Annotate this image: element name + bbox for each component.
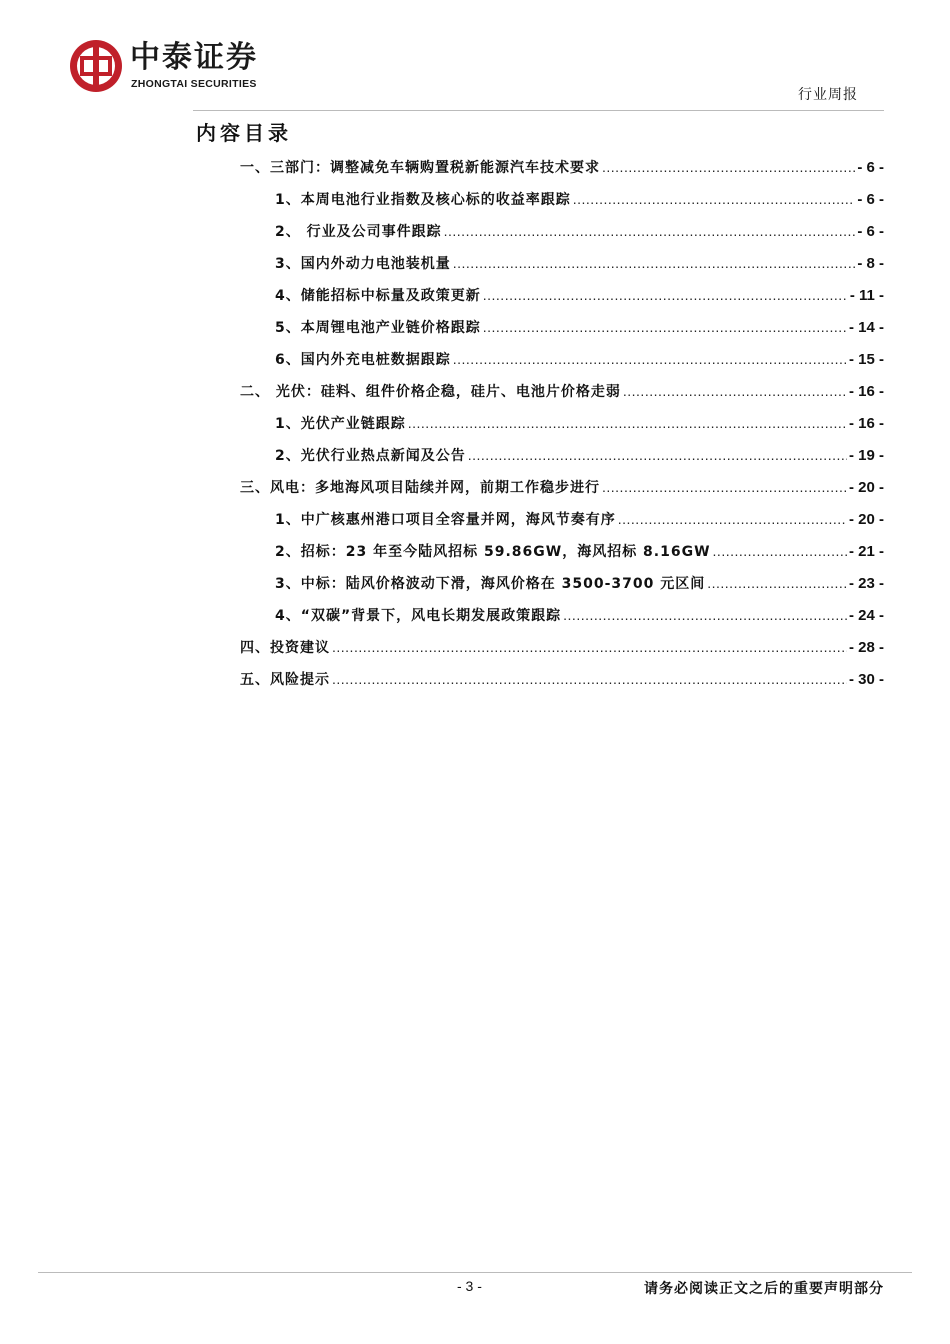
toc-leader-dots xyxy=(332,671,847,687)
toc-entry-page: - 23 - xyxy=(848,575,884,592)
toc-entry-page: - 30 - xyxy=(848,671,884,688)
toc-title: 内容目录 xyxy=(196,121,292,145)
toc-leader-dots xyxy=(453,351,847,367)
toc-leader-dots xyxy=(618,511,847,527)
header-divider xyxy=(193,110,884,111)
toc-entry[interactable] xyxy=(275,541,884,563)
toc-entry-label: 1、本周电池行业指数及核心标的收益率跟踪 xyxy=(275,192,571,208)
logo-chinese-name: 中泰证券 xyxy=(130,40,258,75)
toc-leader-dots xyxy=(563,607,847,623)
toc-leader-dots xyxy=(332,639,847,655)
toc-entry-label: 1、光伏产业链跟踪 xyxy=(275,416,406,432)
toc-entry-label: 三、风电：多地海风项目陆续并网，前期工作稳步进行 xyxy=(240,480,600,496)
toc-entry-page: - 14 - xyxy=(848,319,884,336)
toc-entry-page: - 16 - xyxy=(848,415,884,432)
toc-entry-label: 2、招标：23 年至今陆风招标 59.86GW，海风招标 8.16GW xyxy=(275,544,711,560)
toc-entry-label: 4、“双碳”背景下，风电长期发展政策跟踪 xyxy=(275,608,562,624)
toc-entry-label: 2、光伏行业热点新闻及公告 xyxy=(275,448,466,464)
toc-entry-label: 5、本周锂电池产业链价格跟踪 xyxy=(275,320,481,336)
toc-leader-dots xyxy=(444,223,856,239)
toc-entry-page: - 11 - xyxy=(849,287,884,304)
toc-entry-page: - 6 - xyxy=(857,159,884,176)
company-logo xyxy=(68,38,298,98)
toc-entry[interactable] xyxy=(240,381,884,403)
toc-entry[interactable] xyxy=(275,285,884,307)
toc-leader-dots xyxy=(573,191,856,207)
toc-entry[interactable] xyxy=(275,509,884,531)
toc-entry[interactable] xyxy=(275,413,884,435)
toc-entry-label: 五、风险提示 xyxy=(240,672,330,688)
disclaimer-note: 请务必阅读正文之后的重要声明部分 xyxy=(644,1281,884,1297)
toc-leader-dots xyxy=(623,383,847,399)
page-number: - 3 - xyxy=(457,1278,482,1294)
footer-divider xyxy=(38,1272,912,1273)
toc-entry-page: - 20 - xyxy=(848,479,884,496)
toc-entry-label: 1、中广核惠州港口项目全容量并网，海风节奏有序 xyxy=(275,512,616,528)
toc-entry-label: 6、国内外充电桩数据跟踪 xyxy=(275,352,451,368)
toc-entry-page: - 6 - xyxy=(857,191,884,208)
toc-entry[interactable] xyxy=(240,637,884,659)
toc-entry-page: - 6 - xyxy=(857,223,884,240)
toc-entry-label: 3、中标：陆风价格波动下滑，海风价格在 3500-3700 元区间 xyxy=(275,576,706,592)
toc-entry[interactable] xyxy=(275,317,884,339)
toc-leader-dots xyxy=(453,255,856,271)
toc-entry[interactable] xyxy=(275,445,884,467)
toc-entry[interactable] xyxy=(240,157,884,179)
zhongtai-logo-icon xyxy=(68,38,124,94)
toc-entry[interactable] xyxy=(240,477,884,499)
toc-leader-dots xyxy=(468,447,847,463)
toc-entry[interactable] xyxy=(275,573,884,595)
toc-entry-label: 4、储能招标中标量及政策更新 xyxy=(275,288,481,304)
toc-leader-dots xyxy=(602,159,855,175)
toc-entry[interactable] xyxy=(275,221,884,243)
toc-entry[interactable] xyxy=(275,189,884,211)
toc-leader-dots xyxy=(602,479,847,495)
toc-entry-label: 2、 行业及公司事件跟踪 xyxy=(275,224,442,240)
toc-entry-page: - 21 - xyxy=(848,543,884,560)
toc-entry-page: - 24 - xyxy=(848,607,884,624)
toc-entry-page: - 16 - xyxy=(848,383,884,400)
toc-entry-page: - 28 - xyxy=(848,639,884,656)
toc-entry-label: 二、 光伏：硅料、组件价格企稳，硅片、电池片价格走弱 xyxy=(240,384,621,400)
toc-entry[interactable] xyxy=(240,669,884,691)
toc-entry-label: 3、国内外动力电池装机量 xyxy=(275,256,451,272)
toc-entry-page: - 8 - xyxy=(857,255,884,272)
toc-leader-dots xyxy=(408,415,847,431)
toc-leader-dots xyxy=(483,319,847,335)
toc-leader-dots xyxy=(713,543,847,559)
toc-entry[interactable] xyxy=(275,253,884,275)
toc-entry-page: - 15 - xyxy=(848,351,884,368)
toc-leader-dots xyxy=(707,575,847,591)
toc-entry-page: - 20 - xyxy=(848,511,884,528)
toc-leader-dots xyxy=(483,287,848,303)
logo-english-name: ZHONGTAI SECURITIES xyxy=(131,78,257,90)
toc-entry[interactable] xyxy=(275,349,884,371)
toc-entry-label: 四、投资建议 xyxy=(240,640,330,656)
toc-entry-label: 一、三部门：调整减免车辆购置税新能源汽车技术要求 xyxy=(240,160,600,176)
report-type-label: 行业周报 xyxy=(798,87,858,103)
toc-entry[interactable] xyxy=(275,605,884,627)
toc-entry-page: - 19 - xyxy=(848,447,884,464)
